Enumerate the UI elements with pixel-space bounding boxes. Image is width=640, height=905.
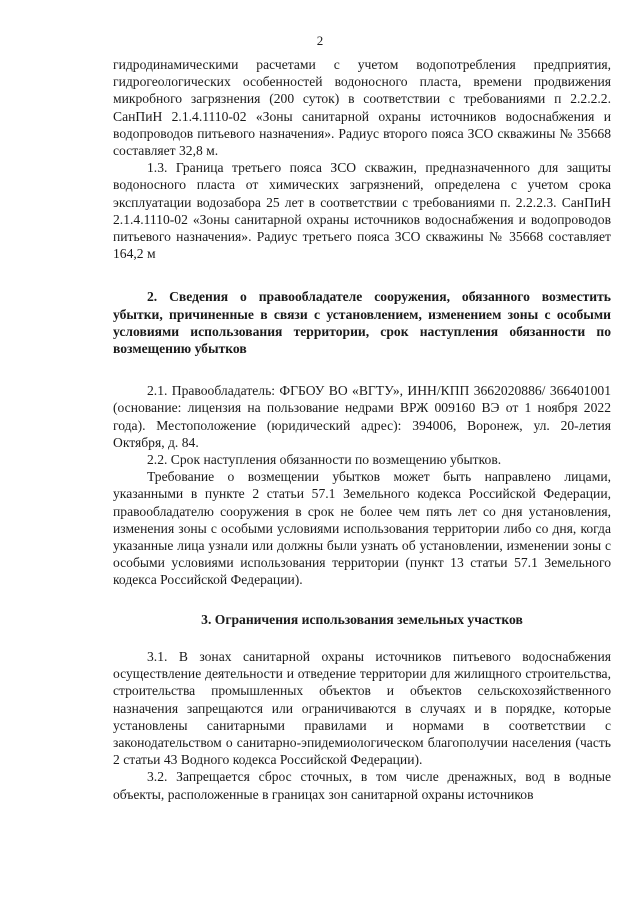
paragraph-2-2: 2.2. Срок наступления обязанности по возмещению убытков. bbox=[147, 452, 502, 468]
page-number: 2 bbox=[316, 33, 324, 48]
section-3-heading: 3. Ограничения использования земельных участков bbox=[201, 611, 523, 627]
paragraph-3-2: 3.2. Запрещается сброс сточных, в том числе дренажных, вод в водные объекты, расположенные в границах зон санитарной охраны источников bbox=[113, 769, 611, 802]
paragraph-3-1: 3.1. В зонах санитарной охраны источников питьевого водоснабжения осуществление деятельности и отведение территории для жилищного строительства, строительства промышленных объектов и объектов сельскохозяйственного назначения запрещаются или ограничиваются в случаях и в порядке, которые установлены санитарными правилами и нормами в соответствии с законодательством о санитарно-эпидемиологическом благополучии населения (часть 2 статьи 43 Водного кодекса Российской Федерации). bbox=[113, 648, 611, 768]
paragraph-continuation: гидродинамическими расчетами с учетом водопотребления предприятия, гидрогеологических особенностей водоносного пласта, времени продвижения микробного загрязнения (200 суток) в соответствии с требованиями п 2.2.2.2. СанПиН 2.1.4.1110-02 «Зоны санитарной охраны источников водоснабжения и водопроводов питьевого назначения». Радиус второго пояса ЗСО скважины № 35668 составляет 32,8 м. bbox=[113, 57, 611, 159]
paragraph-1-3: 1.3. Граница третьего пояса ЗСО скважин, предназначенного для защиты водоносного пласта от химических загрязнений, определена с учетом срока эксплуатации водозабора 25 лет в соответствии с требованиями п. 2.2.2.3. СанПиН 2.1.4.1110-02 «Зоны санитарной охраны источников водоснабжения и водопроводов питьевого назначения». Радиус третьего пояса ЗСО скважины № 35668 составляет 164,2 м bbox=[113, 160, 611, 262]
paragraph-2-2-text: Требование о возмещении убытков может быть направлено лицами, указанными в пункте 2 статьи 57.1 Земельного кодекса Российской Федерации, правообладателю сооружения в срок не более чем пять лет со дня установления, изменения зоны с особыми условиями использования территории либо со дня, когда указанные лица узнали или должны были узнать об установлении, изменении зоны с особыми условиями использования территории (пункт 13 статьи 57.1 Земельного кодекса Российской Федерации). bbox=[113, 469, 611, 588]
paragraph-2-1: 2.1. Правообладатель: ФГБОУ ВО «ВГТУ», ИНН/КПП 3662020886/ 366401001 (основание: лицензия на пользование недрами ВРЖ 009160 ВЭ от 1 ноября 2022 года). Местоположение (юридический адрес): 394006, Воронеж, ул. 20-летия Октября, д. 84. bbox=[113, 383, 611, 450]
document-body bbox=[113, 56, 611, 803]
section-2-heading: 2. Сведения о правообладателе сооружения, обязанного возместить убытки, причиненные в связи с установлением, изменением зоны с особыми условиями использования территории, срок наступления обязанности по возмещению убытков bbox=[113, 289, 611, 357]
